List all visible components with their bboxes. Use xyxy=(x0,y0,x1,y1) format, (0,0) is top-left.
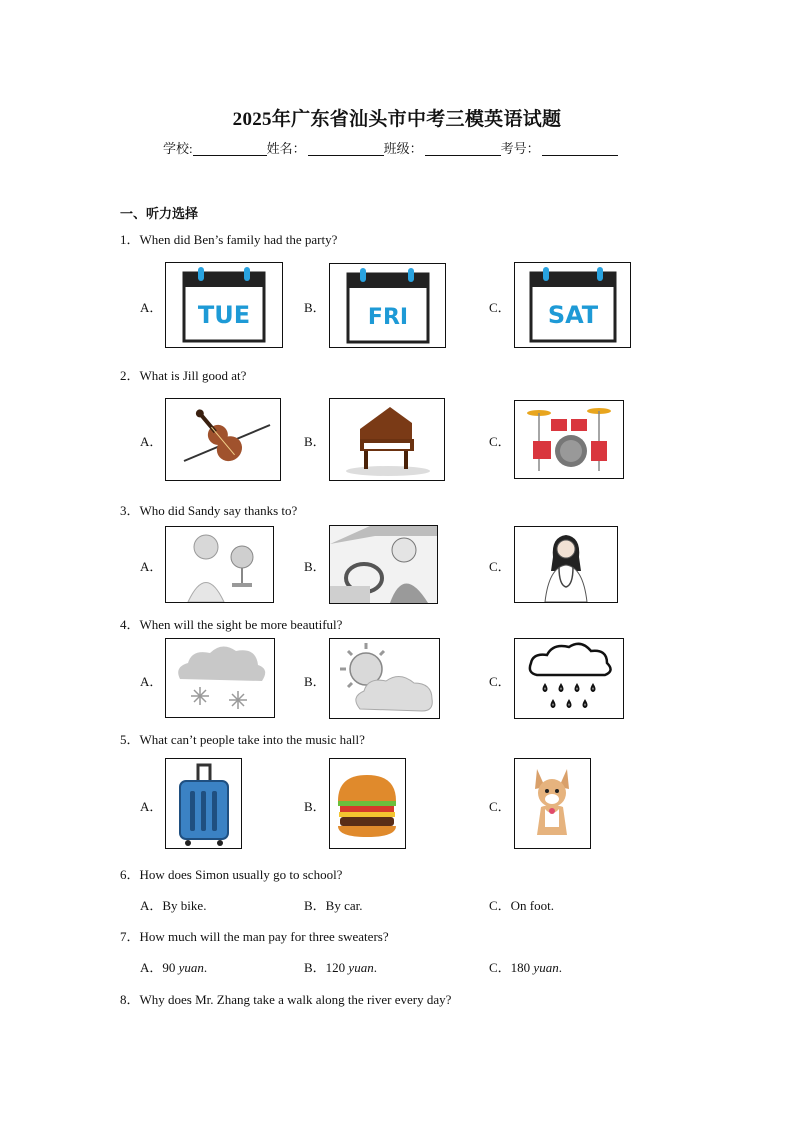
q4-option-b-letter: B． xyxy=(304,674,326,689)
q5-option-b-letter: B． xyxy=(304,799,326,814)
option-end: . xyxy=(373,960,377,975)
q1-option-b-image[interactable] xyxy=(329,263,446,348)
calendar-day-text: TUE xyxy=(197,301,251,329)
question-text: When will the sight be more beautiful? xyxy=(139,617,343,632)
question-5 xyxy=(120,729,365,748)
question-4 xyxy=(120,614,342,633)
q2-option-b-image[interactable] xyxy=(329,398,445,481)
q7-option-c[interactable] xyxy=(489,957,562,976)
q2-option-b-letter: B． xyxy=(304,434,326,449)
question-text: Who did Sandy say thanks to? xyxy=(139,503,298,518)
q2-option-c-letter: C． xyxy=(489,434,511,449)
option-letter: A． xyxy=(140,898,163,913)
calendar-day-text: FRI xyxy=(367,305,409,330)
q5-option-c-image[interactable] xyxy=(514,758,591,849)
question-number: 7． xyxy=(120,929,140,944)
q2-option-a-image[interactable] xyxy=(165,398,281,481)
q2-option-a-letter: A． xyxy=(140,434,163,449)
suitcase-icon xyxy=(166,759,241,848)
option-number: 90 xyxy=(162,960,176,975)
calendar-icon xyxy=(330,264,445,347)
question-text: When did Ben’s family had the party? xyxy=(139,232,338,247)
class-blank[interactable] xyxy=(425,141,501,156)
question-text: What is Jill good at? xyxy=(139,368,247,383)
q1-option-a-letter: A． xyxy=(140,300,163,315)
question-number: 5． xyxy=(120,732,140,747)
question-text: How much will the man pay for three sweaters? xyxy=(139,929,389,944)
dog-icon xyxy=(515,759,590,848)
option-text: By bike. xyxy=(162,898,207,913)
question-text: Why does Mr. Zhang take a walk along the river every day? xyxy=(139,992,452,1007)
q6-option-a[interactable] xyxy=(140,895,206,914)
name-label: 姓名： xyxy=(266,141,306,156)
exam-no-label: 考号： xyxy=(500,141,540,156)
option-text: On foot. xyxy=(510,898,555,913)
q3-option-a-letter: A． xyxy=(140,559,163,574)
option-letter: C． xyxy=(489,960,511,975)
snow-icon xyxy=(166,639,274,717)
option-letter: B． xyxy=(304,960,326,975)
q5-option-b-image[interactable] xyxy=(329,758,406,849)
calendar-day-text: SAT xyxy=(547,301,599,329)
option-unit: yuan xyxy=(348,960,374,975)
q5-option-a-letter: A． xyxy=(140,799,163,814)
calendar-icon xyxy=(515,263,630,347)
doctor-icon xyxy=(515,527,617,602)
question-number: 3． xyxy=(120,503,140,518)
q7-option-a[interactable] xyxy=(140,957,207,976)
question-1 xyxy=(120,229,337,248)
class-label: 班级： xyxy=(383,141,423,156)
q1-option-b-letter: B． xyxy=(304,300,326,315)
page-title: 2025年广东省汕头市中考三模英语试题 xyxy=(232,109,562,130)
school-label: 学校: xyxy=(163,141,193,156)
teacher-icon xyxy=(166,527,273,602)
school-blank[interactable] xyxy=(193,141,267,156)
student-info-line xyxy=(163,138,618,157)
piano-icon xyxy=(330,399,444,480)
q4-option-c-image[interactable] xyxy=(514,638,624,719)
question-number: 8． xyxy=(120,992,140,1007)
exam-no-blank[interactable] xyxy=(542,141,618,156)
question-6 xyxy=(120,864,342,883)
q4-option-c-letter: C． xyxy=(489,674,511,689)
option-letter: C． xyxy=(489,898,511,913)
q4-option-a-letter: A． xyxy=(140,674,163,689)
q3-option-b-image[interactable] xyxy=(329,525,438,604)
option-text: By car. xyxy=(325,898,363,913)
q3-option-c-letter: C． xyxy=(489,559,511,574)
option-letter: B． xyxy=(304,898,326,913)
option-number: 180 xyxy=(510,960,531,975)
option-letter: A． xyxy=(140,960,163,975)
q6-option-b[interactable] xyxy=(304,895,363,914)
drums-icon xyxy=(515,401,623,478)
driver-icon xyxy=(330,526,437,603)
question-2 xyxy=(120,365,246,384)
rain-icon xyxy=(515,639,623,718)
option-number: 120 xyxy=(325,960,346,975)
section-title: 一、听力选择 xyxy=(120,206,199,221)
question-text: How does Simon usually go to school? xyxy=(139,867,343,882)
q3-option-b-letter: B． xyxy=(304,559,326,574)
option-end: . xyxy=(558,960,562,975)
question-7 xyxy=(120,926,389,945)
sun-cloud-icon xyxy=(330,639,439,718)
option-end: . xyxy=(203,960,208,975)
question-3 xyxy=(120,500,297,519)
question-number: 4． xyxy=(120,617,140,632)
q7-option-b[interactable] xyxy=(304,957,377,976)
question-number: 1． xyxy=(120,232,140,247)
option-unit: yuan xyxy=(533,960,559,975)
q3-option-c-image[interactable] xyxy=(514,526,618,603)
q6-option-c[interactable] xyxy=(489,895,554,914)
q4-option-b-image[interactable] xyxy=(329,638,440,719)
q2-option-c-image[interactable] xyxy=(514,400,624,479)
q3-option-a-image[interactable] xyxy=(165,526,274,603)
question-8 xyxy=(120,989,451,1008)
question-number: 6． xyxy=(120,867,140,882)
q4-option-a-image[interactable] xyxy=(165,638,275,718)
option-unit: yuan xyxy=(178,960,204,975)
q1-option-a-image[interactable] xyxy=(165,262,283,348)
question-number: 2． xyxy=(120,368,140,383)
question-text: What can’t people take into the music hall? xyxy=(139,732,365,747)
calendar-icon xyxy=(166,263,282,347)
name-blank[interactable] xyxy=(308,141,384,156)
q1-option-c-image[interactable] xyxy=(514,262,631,348)
q1-option-c-letter: C． xyxy=(489,300,511,315)
hamburger-icon xyxy=(330,759,405,848)
q5-option-a-image[interactable] xyxy=(165,758,242,849)
q5-option-c-letter: C． xyxy=(489,799,511,814)
violin-icon xyxy=(166,399,280,480)
